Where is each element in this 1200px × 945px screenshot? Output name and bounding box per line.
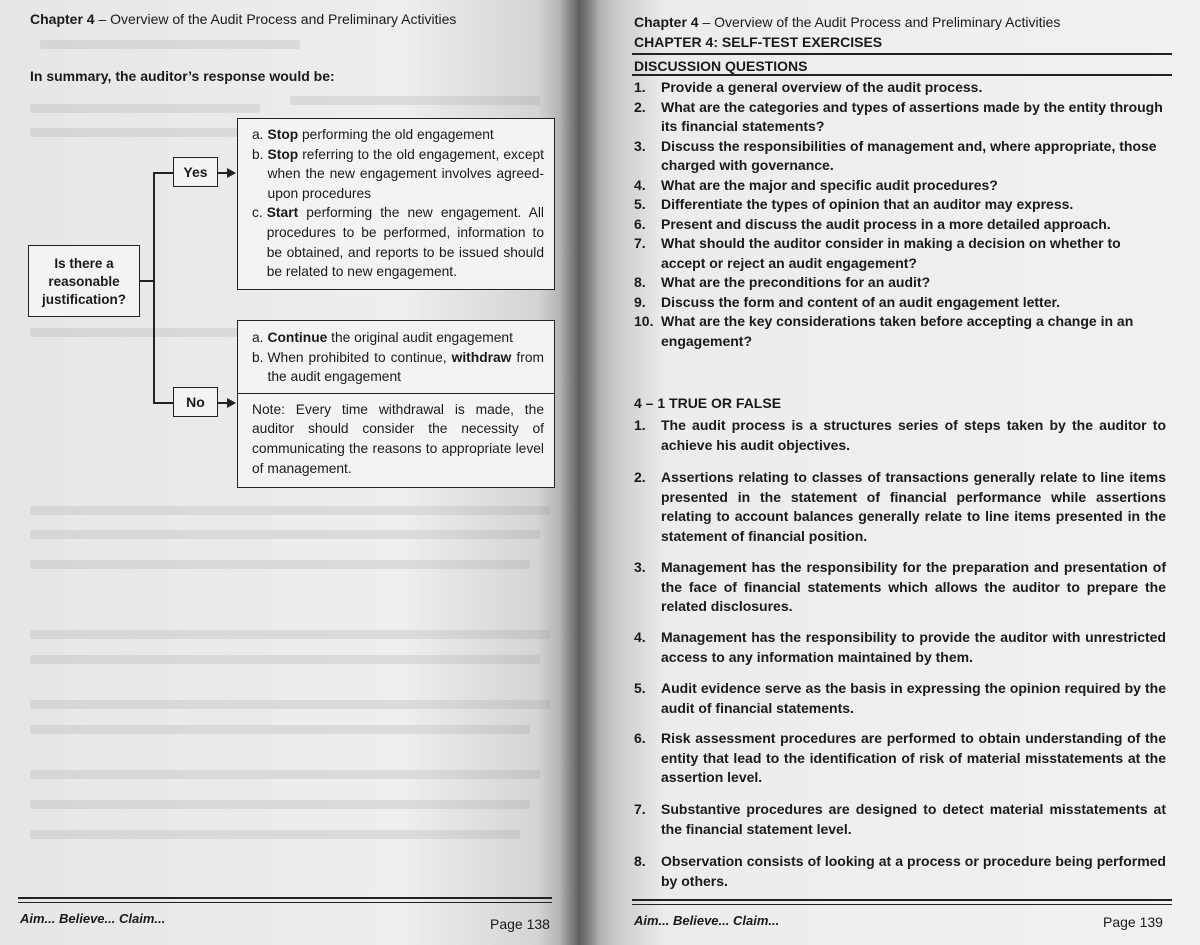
list-item: 2. Assertions relating to classes of transactions generally relate to line items presented in the statement of financial performance while assertions relating to account balances generally relate to line items presented in the statement of financial position. [634,469,1166,544]
question-line: justification? [42,292,126,307]
page-number: Page 139 [1103,914,1163,930]
question-box [28,245,140,317]
no-item: a. Continue the original audit engagement [252,330,513,345]
book-gutter [560,0,600,945]
list-item: 7. What should the auditor consider in making a decision on whether to accept or reject an audit engagement? [634,235,1121,271]
section-rule [632,53,1172,55]
arrow-right-icon [227,398,236,408]
list-item: 4. What are the major and specific audit procedures? [634,176,998,193]
footer-motto: Aim... Believe... Claim... [20,911,166,926]
left-chapter-header: Chapter 4 – Overview of the Audit Process and Preliminary Activities [30,11,457,27]
list-item: 8. Observation consists of looking at a process or procedure being performed by others. [634,853,1166,889]
connector-line [140,280,154,282]
list-item: 4. Management has the responsibility to provide the auditor with unrestricted access to any information maintained by them. [634,629,1166,665]
panel-divider [238,393,554,394]
discussion-rule [632,74,1172,76]
yes-item: c. Start performing the new engagement. All procedures to be performed, information to be obtained, and reports to be issued should be related to new engagement. [252,205,544,280]
footer-rule [632,899,1172,901]
list-item: 1. Provide a general overview of the audit process. [634,79,983,95]
list-item: 3. Discuss the responsibilities of management and, where appropriate, those charged with governance. [634,137,1157,173]
list-item: 6. Risk assessment procedures are performed to obtain understanding of the entity that lead to the identification of risk of material misstatements at the assertion level. [634,730,1166,785]
list-item: 1. The audit process is a structures series of steps taken by the auditor to achieve his audit objectives. [634,417,1166,453]
footer-rule [18,897,552,899]
yes-item: b. Stop referring to the old engagement, except when the new engagement involves agreed-upon procedures [252,146,544,201]
footer-motto: Aim... Believe... Claim... [634,913,780,928]
no-box: No [173,387,218,417]
connector-line [153,402,173,404]
page-number: Page 138 [490,916,550,932]
list-item: 2. What are the categories and types of assertions made by the entity through its financial statements? [634,98,1163,134]
connector-line [153,172,173,174]
list-item: 5. Differentiate the types of opinion that an auditor may express. [634,196,1074,212]
true-false-heading: 4 – 1 TRUE OR FALSE [634,395,782,411]
question-line: reasonable [48,274,120,289]
question-line: Is there a [54,256,114,271]
discussion-heading: DISCUSSION QUESTIONS [634,58,808,74]
footer-rule [632,904,1172,905]
discussion-question-list [634,78,1166,351]
list-item: 6. Present and discuss the audit process in a more detailed approach. [634,215,1111,232]
list-item: 7. Substantive procedures are designed to detect material misstatements at the financial statement level. [634,801,1166,837]
right-chapter-header: Chapter 4 – Overview of the Audit Process and Preliminary Activities [634,14,1061,30]
no-item: b. When prohibited to continue, withdraw from the audit engagement [252,349,544,385]
yes-item: a. Stop performing the old engagement [252,127,494,142]
yes-response-panel [237,118,555,290]
section-title: CHAPTER 4: SELF-TEST EXERCISES [634,34,883,50]
list-item: 5. Audit evidence serve as the basis in expressing the opinion required by the audit of financial statements. [634,680,1166,716]
yes-box: Yes [173,157,218,187]
list-item: 8. What are the preconditions for an audit? [634,274,931,290]
arrow-right-icon [227,168,236,178]
summary-text: In summary, the auditor’s response would be: [30,68,335,84]
footer-rule [18,902,552,903]
list-item: 10. What are the key considerations taken before accepting a change in an engagement? [634,313,1134,349]
list-item: 3. Management has the responsibility for the preparation and presentation of the face of financial statements which allows the auditor to prepare the related disclosures. [634,559,1166,614]
no-response-panel [237,320,555,488]
connector-line [153,172,155,403]
list-item: 9. Discuss the form and content of an audit engagement letter. [634,293,1061,310]
withdrawal-note: Note: Every time withdrawal is made, the auditor should consider the necessity of communicating the reasons to appropriate level of management. [252,401,544,476]
